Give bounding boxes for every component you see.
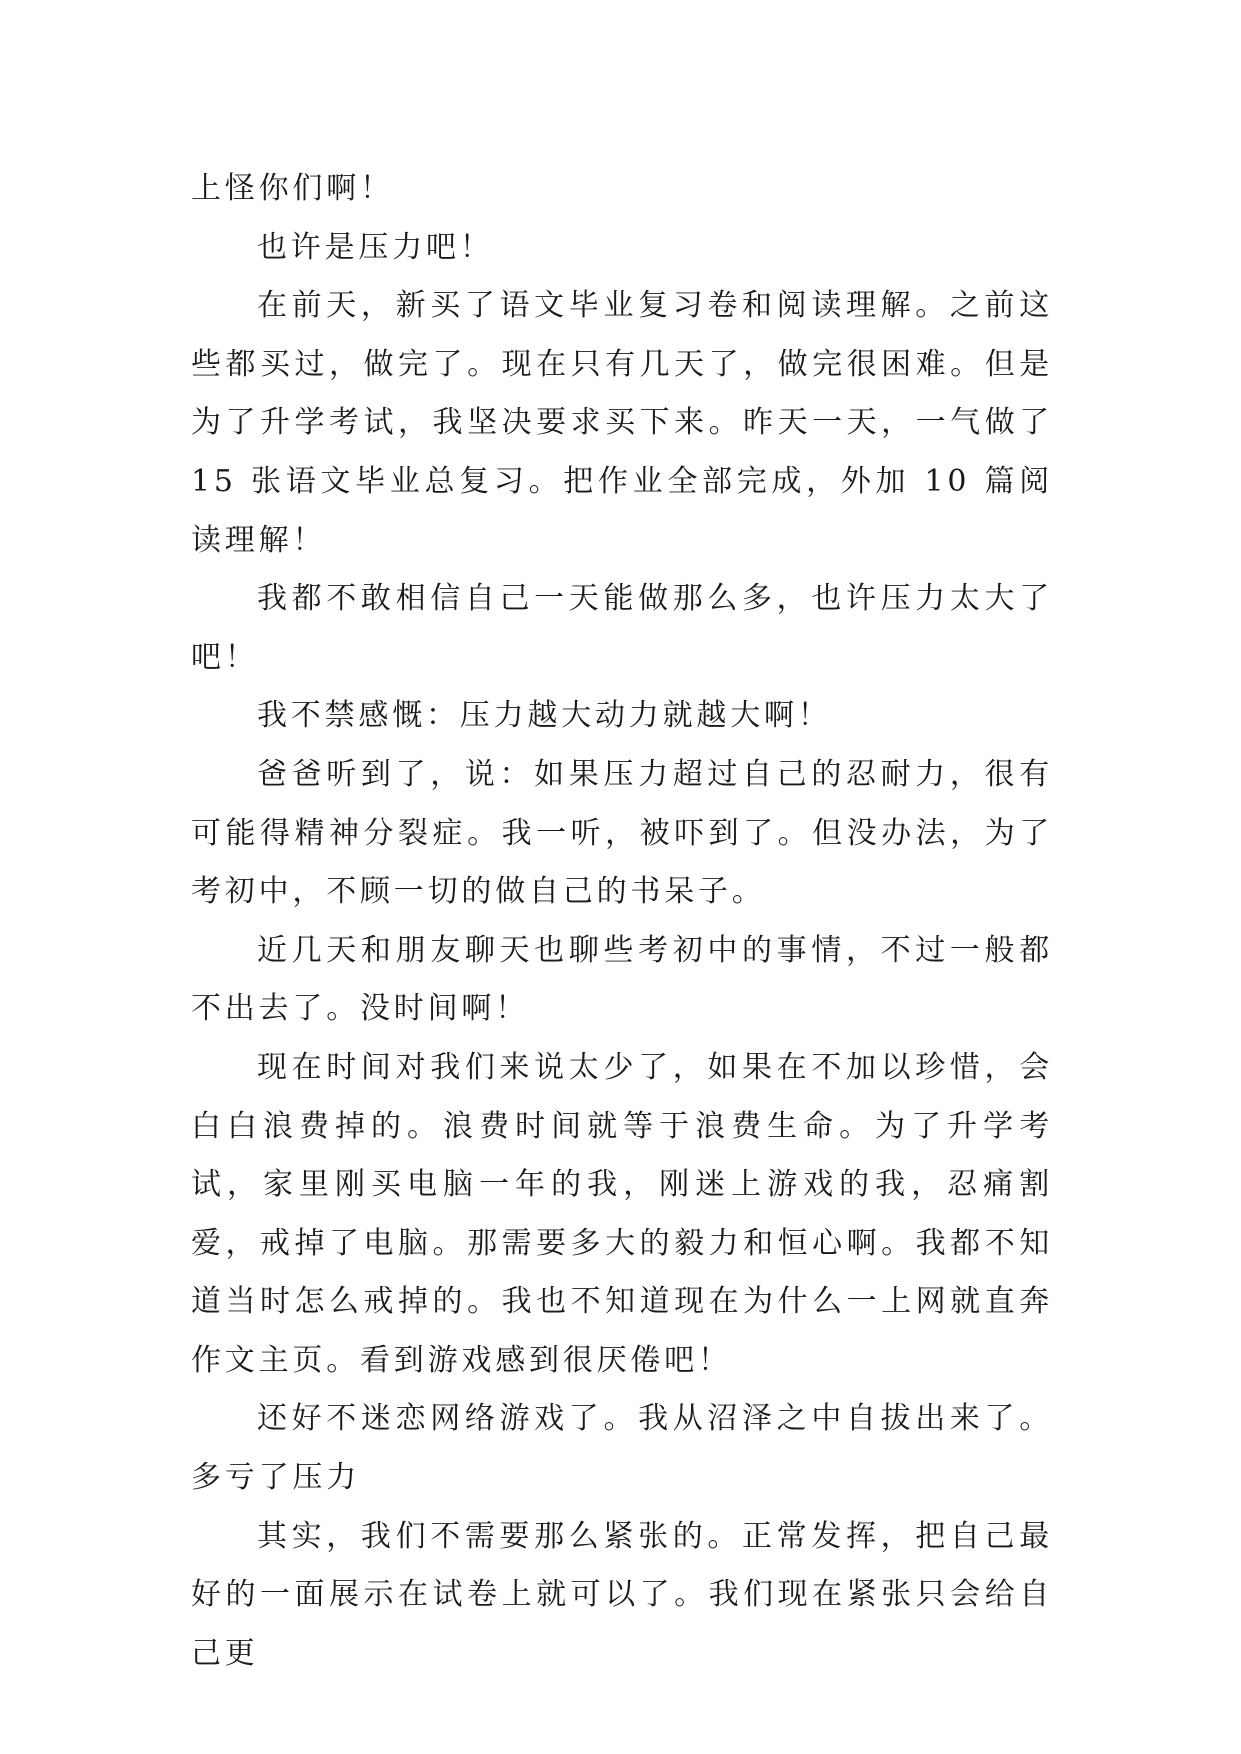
paragraph-6: 爸爸听到了，说：如果压力超过自己的忍耐力，很有可能得精神分裂症。我一听，被吓到了。但没办法，为了考初中，不顾一切的做自己的书呆子。: [191, 756, 1053, 910]
paragraph-5: 我不禁感慨：压力越大动力就越大啊！: [257, 698, 832, 734]
paragraph-3: 在前天，新买了语文毕业复习卷和阅读理解。之前这些都买过，做完了。现在只有几天了，做完很困难。但是为了升学考试，我坚决要求买下来。昨天一天，一气做了 15 张语文毕业总复习。把作业全部完成，外加 10 篇阅读理解！: [191, 288, 1053, 558]
paragraph-7: 近几天和朋友聊天也聊些考初中的事情，不过一般都不出去了。没时间啊！: [191, 932, 1053, 1027]
paragraph-8: 现在时间对我们来说太少了，如果在不加以珍惜，会白白浪费掉的。浪费时间就等于浪费生命。为了升学考试，家里刚买电脑一年的我，刚迷上游戏的我，忍痛割爱，戒掉了电脑。那需要多大的毅力和恒心啊。我都不知道当时怎么戒掉的。我也不知道现在为什么一上网就直奔作文主页。看到游戏感到很厌倦吧！: [191, 1049, 1053, 1378]
paragraph-2: 也许是压力吧！: [257, 229, 494, 265]
document-body: [191, 160, 1053, 1683]
paragraph-10: 其实，我们不需要那么紧张的。正常发挥，把自己最好的一面展示在试卷上就可以了。我们现在紧张只会给自己更: [191, 1518, 1053, 1671]
paragraph-1: 上怪你们啊！: [191, 171, 394, 206]
paragraph-9: 还好不迷恋网络游戏了。我从沼泽之中自拔出来了。多亏了压力: [191, 1401, 1053, 1496]
paragraph-4: 我都不敢相信自己一天能做那么多，也许压力太大了吧！: [191, 581, 1053, 675]
